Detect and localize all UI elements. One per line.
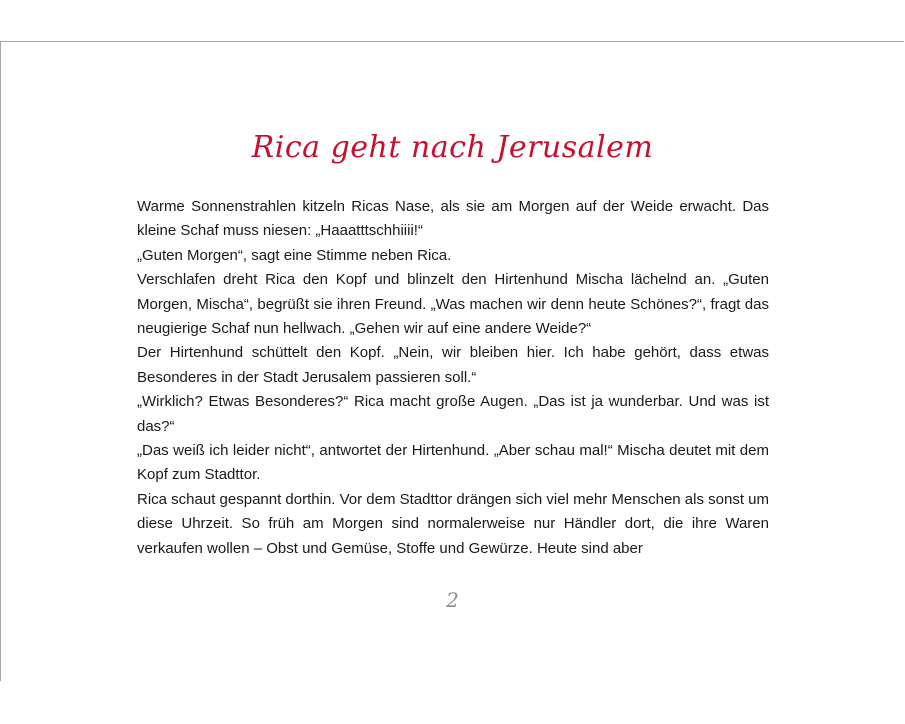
paragraph: „Guten Morgen“, sagt eine Stimme neben Rica. bbox=[137, 246, 452, 264]
paragraph: Verschlafen dreht Rica den Kopf und blinzelt den Hirtenhund Mischa lächelnd an. „Guten Morgen, Mischa“, begrüßt sie ihren Freund. „Was machen wir denn heute Schönes?“, fragt das neugierige Schaf nun hellwach. „Gehen wir auf eine andere Weide?“ bbox=[137, 271, 769, 338]
paragraph: Warme Sonnenstrahlen kitzeln Ricas Nase, als sie am Morgen auf der Weide erwacht. Das kleine Schaf muss niesen: „Haaatttschhiiii!“ bbox=[137, 198, 769, 240]
paragraph: Rica schaut gespannt dorthin. Vor dem Stadttor drängen sich viel mehr Menschen als sonst um diese Uhrzeit. So früh am Morgen sind normalerweise nur Händler dort, die ihre Waren verkaufen wollen – Obst und Gemüse, Stoffe und Gewürze. Heute sind aber bbox=[137, 490, 769, 557]
paragraph: Der Hirtenhund schüttelt den Kopf. „Nein, wir bleiben hier. Ich habe gehört, dass etwas Besonderes in der Stadt Jerusalem passieren soll.“ bbox=[137, 344, 769, 386]
story-text bbox=[137, 195, 769, 561]
paragraph: „Das weiß ich leider nicht“, antwortet der Hirtenhund. „Aber schau mal!“ Mischa deutet mit dem Kopf zum Stadttor. bbox=[137, 442, 769, 484]
chapter-title: Rica geht nach Jerusalem bbox=[251, 130, 654, 165]
page-number: 2 bbox=[446, 588, 459, 612]
paragraph: „Wirklich? Etwas Besonderes?“ Rica macht große Augen. „Das ist ja wunderbar. Und was ist das?“ bbox=[137, 393, 769, 435]
